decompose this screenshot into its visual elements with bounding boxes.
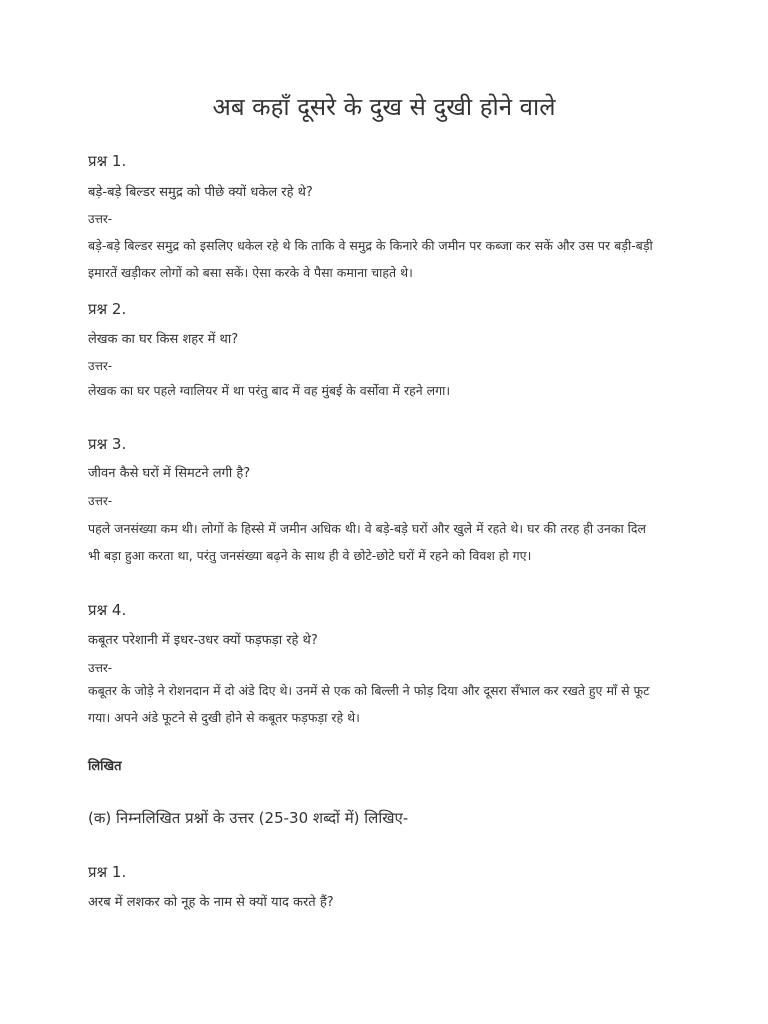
question-text: कबूतर परेशानी में इधर-उधर क्यों फड़फड़ा रहे थे? bbox=[88, 633, 318, 648]
answer-text bbox=[88, 232, 688, 286]
answer-line: भी बड़ा हुआ करता था, परंतु जनसंख्या बढ़ने के साथ ही वे छोटे-छोटे घरों में रहने को विवश हो गए। bbox=[88, 548, 532, 563]
question-label: प्रश्न 1. bbox=[88, 152, 127, 170]
question-label: प्रश्न 3. bbox=[88, 435, 127, 453]
answer-label: उत्तर- bbox=[88, 212, 113, 226]
answer-text bbox=[88, 677, 688, 731]
answer-text bbox=[88, 377, 688, 404]
answer-line: बड़े-बड़े बिल्डर समुद्र को इसलिए धकेल रहे थे कि ताकि वे समुद्र के किनारे की जमीन पर कब्जा कर सकें और उस पर बड़ी-बड़ी bbox=[88, 238, 653, 253]
answer-text bbox=[88, 515, 688, 569]
answer-line: लेखक का घर पहले ग्वालियर में था परंतु बाद में वह मुंबई के वर्सोवा में रहने लगा। bbox=[88, 383, 451, 398]
question-text: जीवन कैसे घरों में सिमटने लगी है? bbox=[88, 466, 251, 481]
answer-line: कबूतर के जोड़े ने रोशनदान में दो अंडे दिए थे। उनमें से एक को बिल्ली ने फोड़ दिया और दूसरा सँभाल कर रखते हुए माँ से फूट bbox=[88, 683, 650, 698]
answer-line: गया। अपने अंडे फूटने से दुखी होने से कबूतर फड़फड़ा रहे थे। bbox=[88, 710, 360, 725]
question-label: प्रश्न 4. bbox=[88, 601, 127, 619]
answer-label: उत्तर- bbox=[88, 661, 113, 675]
answer-label: उत्तर- bbox=[88, 494, 113, 508]
question-label: प्रश्न 2. bbox=[88, 300, 127, 318]
section-heading: लिखित bbox=[88, 759, 122, 774]
question-text: लेखक का घर किस शहर में था? bbox=[88, 332, 239, 347]
page-title: अब कहाँ दूसरे के दुख से दुखी होने वाले bbox=[212, 93, 556, 121]
subsection-heading: (क) निम्नलिखित प्रश्नों के उत्तर (25-30 शब्दों में) लिखिए- bbox=[88, 809, 409, 827]
answer-label: उत्तर- bbox=[88, 359, 113, 373]
answer-line: इमारतें खड़ीकर लोगों को बसा सकें। ऐसा करके वे पैसा कमाना चाहते थे। bbox=[88, 265, 413, 280]
question-text: अरब में लशकर को नूह के नाम से क्यों याद करते हैं? bbox=[88, 895, 334, 910]
question-text: बड़े-बड़े बिल्डर समुद्र को पीछे क्यों धकेल रहे थे? bbox=[88, 185, 313, 200]
question-label: प्रश्न 1. bbox=[88, 863, 127, 881]
answer-line: पहले जनसंख्या कम थी। लोगों के हिस्से में जमीन अधिक थी। वे बड़े-बड़े घरों और खुले में रहते थे। घर की तरह ही उनका दिल bbox=[88, 521, 646, 536]
